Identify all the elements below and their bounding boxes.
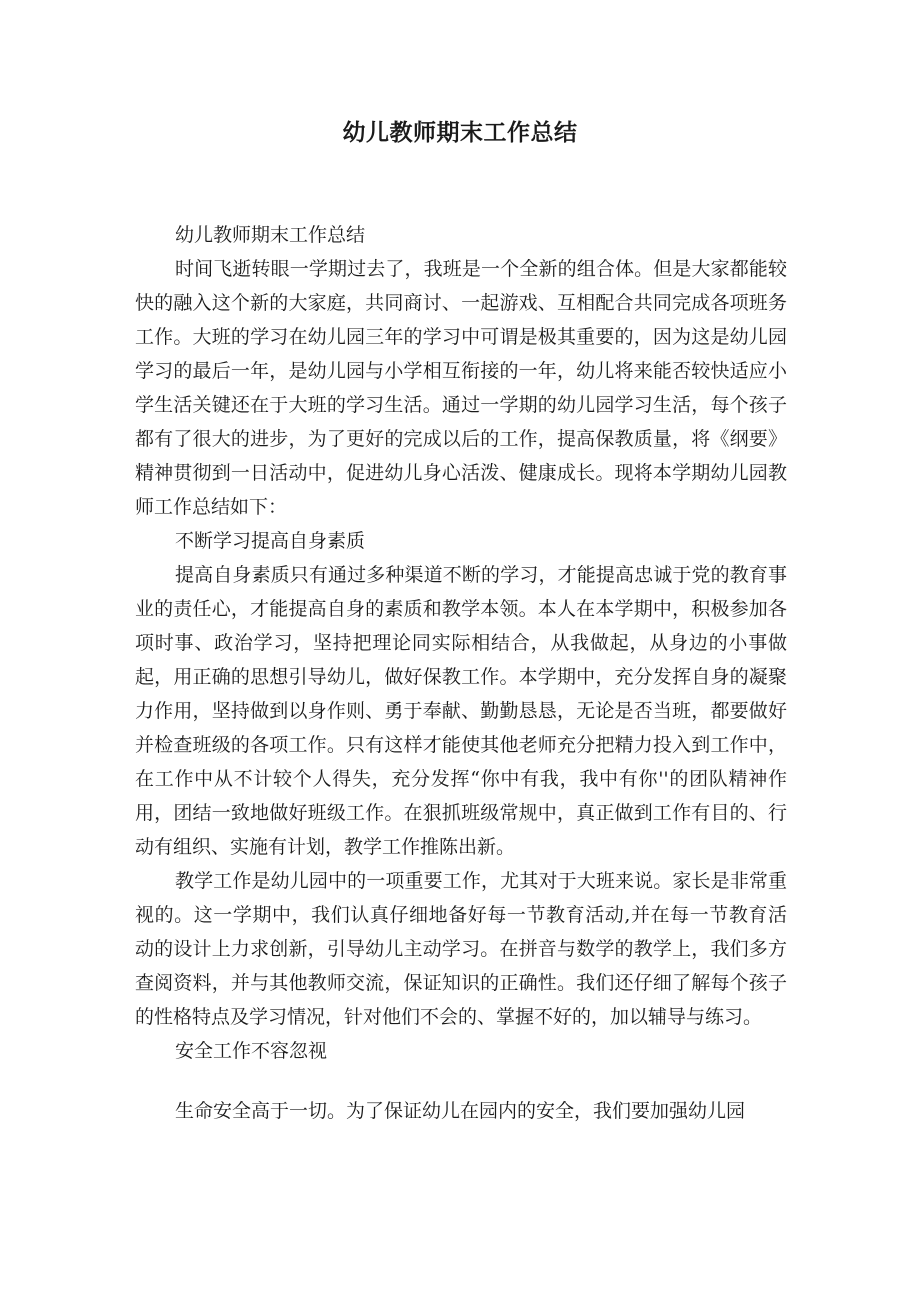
section-heading-self-improvement: 不断学习提高自身素质 bbox=[175, 530, 366, 552]
intro-heading: 幼儿教师期末工作总结 bbox=[175, 224, 366, 246]
section-paragraph-safety: 生命安全高于一切。为了保证幼儿在园内的安全，我们要加强幼儿园 bbox=[175, 1100, 746, 1122]
document-title: 幼儿教师期末工作总结 bbox=[342, 120, 578, 146]
section-paragraph-teaching: 教学工作是幼儿园中的一项重要工作，尤其对于大班来说。家长是非常重视的。这一学期中，我们认真仔细地备好每一节教育活动,并在每一节教育活动的设计上力求创新，引导幼儿主动学习。在拼音与数学的教学上，我们多方查阅资料，并与其他教师交流，保证知识的正确性。我们还仔细了解每个孩子的性格特点及学习情况，针对他们不会的、掌握不好的，加以辅导与练习。 bbox=[135, 870, 787, 1028]
document-body bbox=[135, 218, 787, 1128]
section-paragraph-self-improvement: 提高自身素质只有通过多种渠道不断的学习，才能提高忠诚于党的教育事业的责任心，才能提高自身的素质和教学本领。本人在本学期中，积极参加各项时事、政治学习，坚持把理论同实际相结合，从我做起，从身边的小事做起，用正确的思想引导幼儿，做好保教工作。本学期中，充分发挥自身的凝聚力作用，坚持做到以身作则、勇于奉献、勤勤恳恳，无论是否当班，都要做好并检查班级的各项工作。只有这样才能使其他老师充分把精力投入到工作中，在工作中从不计较个人得失，充分发挥“你中有我，我中有你''的团队精神作用，团结一致地做好班级工作。在狠抓班级常规中，真正做到工作有目的、行动有组织、实施有计划，教学工作推陈出新。 bbox=[135, 564, 787, 858]
intro-paragraph: 时间飞逝转眼一学期过去了，我班是一个全新的组合体。但是大家都能较快的融入这个新的大家庭，共同商讨、一起游戏、互相配合共同完成各项班务工作。大班的学习在幼儿园三年的学习中可谓是极其重要的，因为这是幼儿园学习的最后一年，是幼儿园与小学相互衔接的一年，幼儿将来能否较快适应小学生活关键还在于大班的学习生活。通过一学期的幼儿园学习生活，每个孩子都有了很大的进步，为了更好的完成以后的工作，提高保教质量，将《纲要》精神贯彻到一日活动中，促进幼儿身心活泼、健康成长。现将本学期幼儿园教师工作总结如下： bbox=[135, 258, 787, 518]
section-heading-safety: 安全工作不容忽视 bbox=[175, 1040, 328, 1062]
